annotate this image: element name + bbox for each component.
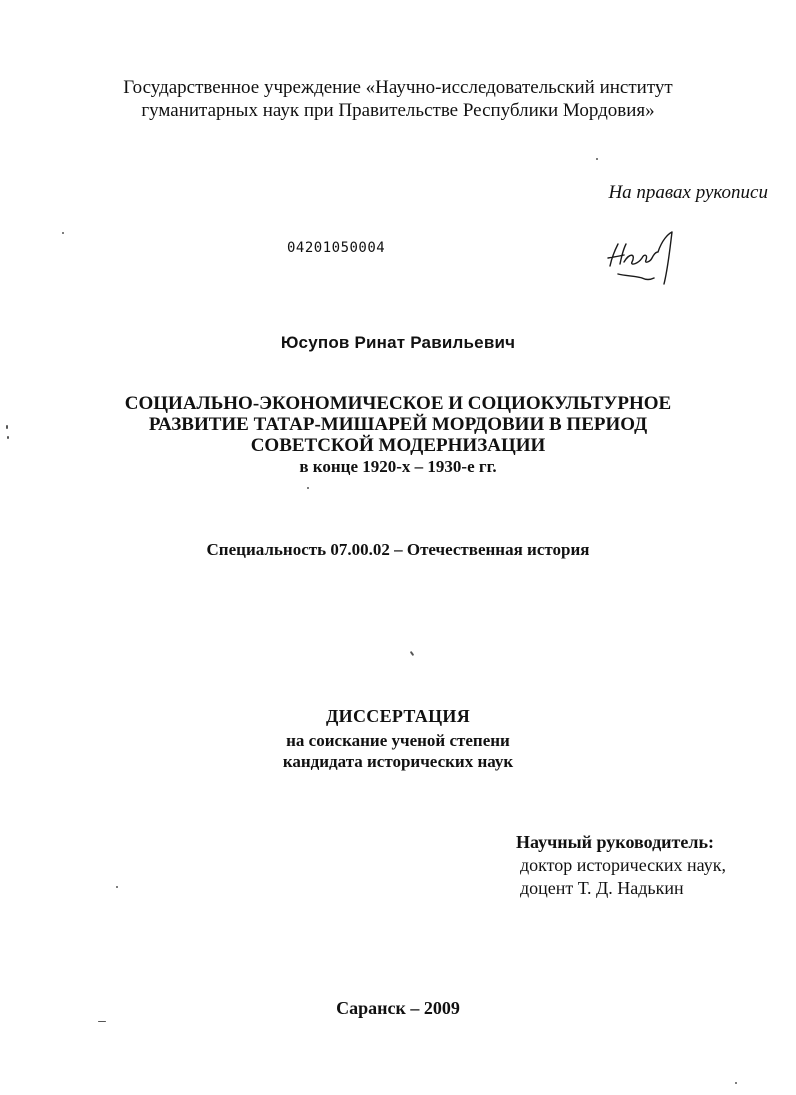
degree-line-1: на соискание ученой степени xyxy=(286,731,510,750)
manuscript-note: На правах рукописи xyxy=(608,182,768,203)
scan-speck xyxy=(410,651,415,656)
dissertation-heading: ДИССЕРТАЦИЯ xyxy=(325,706,470,726)
title-line-3: СОВЕТСКОЙ МОДЕРНИЗАЦИИ xyxy=(250,435,546,456)
title-line-1: СОЦИАЛЬНО-ЭКОНОМИЧЕСКОЕ И СОЦИОКУЛЬТУРНОЕ xyxy=(124,393,672,414)
title-line-2: РАЗВИТИЕ ТАТАР-МИШАРЕЙ МОРДОВИИ В ПЕРИОД xyxy=(148,414,648,435)
scan-speck xyxy=(62,232,64,234)
author-name: Юсупов Ринат Равильевич xyxy=(280,333,516,352)
specialty: Специальность 07.00.02 – Отечественная история xyxy=(206,540,590,559)
supervisor-heading: Научный руководитель: xyxy=(516,832,714,852)
degree-block xyxy=(0,730,796,772)
registration-code: 04201050004 xyxy=(287,240,386,256)
scan-speck xyxy=(116,886,118,888)
scan-speck xyxy=(596,158,598,160)
supervisor-degree: доктор исторических наук, xyxy=(520,855,726,875)
title-period: в конце 1920-х – 1930-е гг. xyxy=(299,457,497,476)
scan-speck xyxy=(7,436,9,439)
degree-line-2: кандидата исторических наук xyxy=(282,752,514,771)
scan-speck xyxy=(6,425,8,429)
institution-line-2: гуманитарных наук при Правительстве Республики Мордовия» xyxy=(141,100,655,121)
city-year: Саранск – 2009 xyxy=(336,998,460,1018)
scan-speck xyxy=(98,1021,106,1022)
supervisor-block xyxy=(516,831,726,900)
dissertation-title xyxy=(0,393,796,478)
scan-speck xyxy=(735,1082,737,1084)
institution-line-1: Государственное учреждение «Научно-исследовательский институт xyxy=(123,77,673,98)
scan-speck xyxy=(307,487,309,489)
institution-block xyxy=(0,76,796,122)
handwritten-signature xyxy=(602,228,682,288)
supervisor-name: доцент Т. Д. Надькин xyxy=(520,878,684,898)
